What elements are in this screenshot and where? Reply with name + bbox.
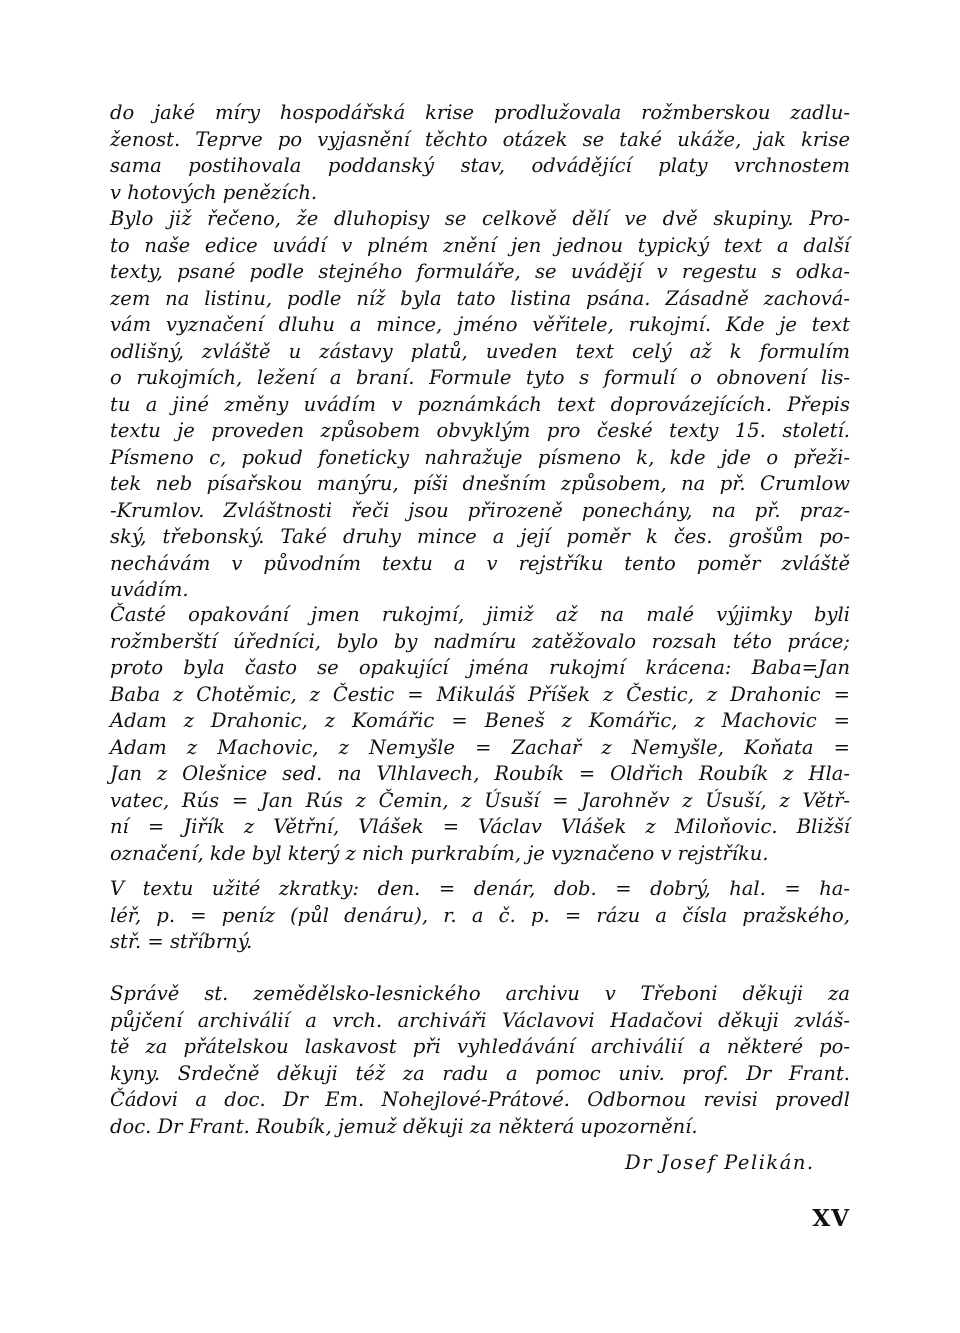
text-line: vám vyznačení dluhu a mince, jméno věřitele, rukojmí. Kde je text (110, 313, 850, 336)
text-line: stř. = stříbrný. (110, 930, 253, 953)
text-line: léř, p. = peníz (půl denáru), r. a č. p. = rázu a čísla pražského, (110, 903, 850, 927)
text-line: Čádovi a doc. Dr Em. Nohejlové-Prátové. Odbornou revisi provedl (110, 1088, 850, 1111)
text-line: Časté opakování jmen rukojmí, jimiž až na malé výjimky byli (110, 603, 850, 626)
text-line: tu a jiné změny uvádím v poznámkách text doprovázejících. Přepis (110, 392, 850, 416)
text-line: tě za přátelskou laskavost při vyhledávání archiválií a některé po- (110, 1035, 850, 1058)
paragraph-abbreviations (110, 876, 850, 956)
text-line: do jaké míry hospodářská krise prodlužovala rožmberskou zadlu- (110, 101, 850, 124)
text-line: proto byla často se opakující jména rukojmí krácena: Baba=Jan (110, 656, 850, 679)
paragraph-edition-method (110, 206, 850, 604)
paragraph-acknowledgements (110, 981, 850, 1140)
text-line: vatec, Rús = Jan Rús z Čemin, z Úsuší = Jarohněv z Úsuší, z Větř- (110, 788, 850, 812)
text-line: doc. Dr Frant. Roubík, jemuž děkuji za některá upozornění. (110, 1114, 698, 1138)
text-line: texty, psané podle stejného formuláře, se uvádějí v regestu s odka- (110, 260, 850, 283)
text-line: ní = Jiřík z Větřní, Vlášek = Václav Vlášek z Miloňovic. Bližší (110, 815, 850, 838)
text-line: odlišný, zvláště u zástavy platů, uveden text celý až k formulím (110, 339, 850, 363)
text-line: zem na listinu, podle níž byla tato listina psána. Zásadně zachová- (110, 286, 850, 310)
text-line: V textu užité zkratky: den. = denár, dob. = dobrý, hal. = ha- (110, 877, 850, 900)
text-line: Písmeno c, pokud foneticky nahražuje písmeno k, kde jde o přeži- (110, 445, 850, 469)
text-line: Jan z Olešnice sed. na Vlhlavech, Roubík = Oldřich Roubík z Hla- (110, 762, 850, 785)
author-signature: Dr Josef Pelikán. (625, 1151, 815, 1174)
text-line: Adam z Drahonic, z Komářic = Beneš z Komářic, z Machovic = (110, 709, 850, 732)
text-line: ský, třebonský. Také druhy mince a její poměr k čes. grošům po- (110, 525, 850, 548)
text-line: ženost. Teprve po vyjasnění těchto otázek se také ukáže, jak krise (110, 127, 850, 151)
text-line: Baba z Chotěmic, z Čestic = Mikuláš Příšek z Čestic, z Drahonic = (110, 682, 850, 706)
text-line: označení, kde byl který z nich purkrabím, je vyznačeno v rejstříku. (110, 841, 769, 865)
text-line: textu je proveden způsobem obvyklým pro české texty 15. století. (110, 419, 850, 442)
text-line: -Krumlov. Zvláštnosti řeči jsou přirozeně ponechány, na př. praz- (110, 498, 850, 522)
text-line: Správě st. zemědělsko-lesnického archivu v Třeboni děkuji za (110, 982, 850, 1005)
page-number: XV (812, 1205, 850, 1232)
text-line: rožmberští úředníci, bylo by nadmíru zatěžovalo rozsah této práce; (110, 629, 850, 653)
text-line: to naše edice uvádí v plném znění jen jednou typický text a další (110, 233, 850, 257)
text-line: v hotových penězích. (110, 180, 318, 204)
paragraph-guarantor-names (110, 602, 850, 867)
text-line: o rukojmích, ležení a braní. Formule tyto s formulí o obnovení lis- (110, 366, 850, 389)
text-line: uvádím. (110, 578, 189, 601)
text-line: Bylo již řečeno, že dluhopisy se celkově dělí ve dvě skupiny. Pro- (110, 207, 850, 230)
text-line: půjčení archiválií a vrch. archiváři Václavovi Hadačovi děkuji zvláš- (110, 1008, 850, 1032)
text-line: Adam z Machovic, z Nemyšle = Zachař z Nemyšle, Koňata = (110, 735, 850, 759)
text-line: sama postihovala poddanský stav, odvádějící platy vrchnostem (110, 154, 850, 177)
text-line: nechávám v původním textu a v rejstříku tento poměr zvláště (110, 551, 850, 575)
paragraph-economic-crisis (110, 100, 850, 206)
text-line: tek neb písařskou manýru, píši dnešním způsobem, na př. Crumlow (110, 472, 850, 495)
text-line: kyny. Srdečně děkuji též za radu a pomoc univ. prof. Dr Frant. (110, 1061, 850, 1085)
